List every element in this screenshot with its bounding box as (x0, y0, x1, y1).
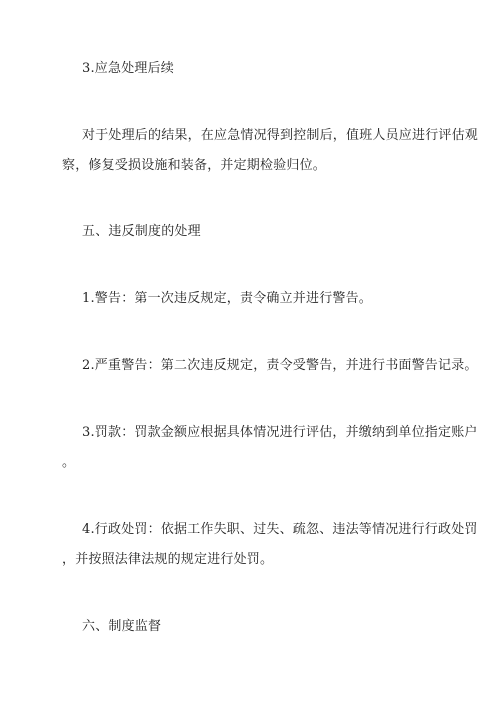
subsection-heading-emergency-followup: 3.应急处理后续 (82, 61, 175, 76)
list-item-fine: 3.罚款：罚款金额应根据具体情况进行评估，并缴纳到单位指定账户 (82, 425, 478, 440)
list-item-serious-warning: 2.严重警告：第二次违反规定，责令受警告，并进行书面警告记录。 (82, 358, 478, 373)
paragraph-line: 察，修复受损设施和装备，并定期检验归位。 (62, 158, 327, 173)
list-item-fine-continuation: 。 (62, 455, 76, 470)
section-heading-violations: 五、违反制度的处理 (82, 224, 201, 239)
list-item-warning: 1.警告：第一次违反规定，责令确立并进行警告。 (82, 291, 373, 306)
list-item-administrative-penalty-continuation: ，并按照法律法规的规定进行处罚。 (62, 552, 274, 567)
section-heading-supervision: 六、制度监督 (82, 619, 162, 634)
paragraph-line: 对于处理后的结果，在应急情况得到控制后，值班人员应进行评估观 (82, 128, 479, 143)
list-item-administrative-penalty: 4.行政处罚：依据工作失职、过失、疏忽、违法等情况进行行政处罚 (82, 522, 478, 537)
